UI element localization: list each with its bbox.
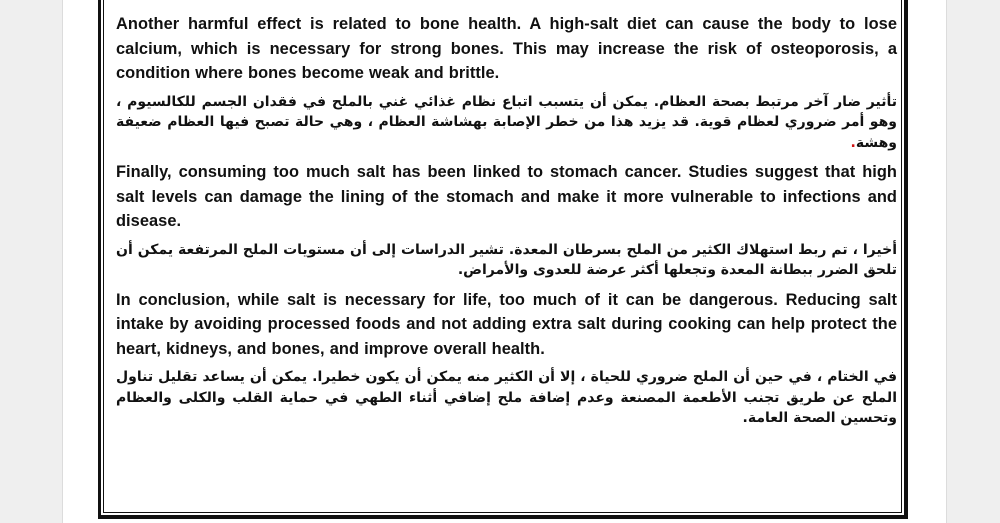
paragraph-ar-stomach-cancer[interactable]: أخيرا ، تم ربط استهلاك الكثير من الملح بسرطان المعدة. تشير الدراسات إلى أن مستويات الملح المرتفعة يمكن أن تلحق الضرر ببطانة المعدة وتجعلها أكثر عرضة للعدوى والأمراض.	[116, 241, 897, 278]
paragraph-en-conclusion[interactable]: In conclusion, while salt is necessary for life, too much of it can be dangerous. Reducing salt intake by avoiding processed foods and not adding extra salt during cooking can help protect the heart, kidneys, and bones, and improve overall health.	[116, 290, 897, 358]
paragraph-en-bone-health[interactable]: Another harmful effect is related to bone health. A high-salt diet can cause the body to lose calcium, which is necessary for strong bones. This may increase the risk of osteoporosis, a condition where bones become weak and brittle.	[116, 15, 897, 82]
paragraph-en-stomach-cancer[interactable]: Finally, consuming too much salt has been linked to stomach cancer. Studies suggest that high salt levels can damage the lining of the stomach and make it more vulnerable to infections and disease.	[116, 163, 897, 230]
document-body[interactable]	[116, 12, 897, 436]
paragraph-ar-bone-health-text: تأثير ضار آخر مرتبط بصحة العظام. يمكن أن يتسبب اتباع نظام غذائي غني بالملح في فقدان الجسم للكالسيوم ، وهو أمر ضروري لعظام قوية. قد يزيد هذا من خطر الإصابة بهشاشة العظام ، وهي حالة تصبح فيها العظام ضعيفة وهشة	[116, 93, 897, 151]
paragraph-ar-conclusion[interactable]: في الختام ، في حين أن الملح ضروري للحياة ، إلا أن الكثير منه يمكن أن يكون خطيرا. يمكن أن يساعد تقليل تناول الملح عن طريق تجنب الأطعمة المصنعة وعدم إضافة ملح إضافي أثناء الطهي في حماية القلب والكلى والعظام وتحسين الصحة العامة.	[116, 369, 897, 426]
paragraph-ar-bone-health[interactable]	[116, 92, 897, 154]
red-period-mark: .	[850, 134, 856, 151]
document-page[interactable]	[62, 0, 947, 523]
